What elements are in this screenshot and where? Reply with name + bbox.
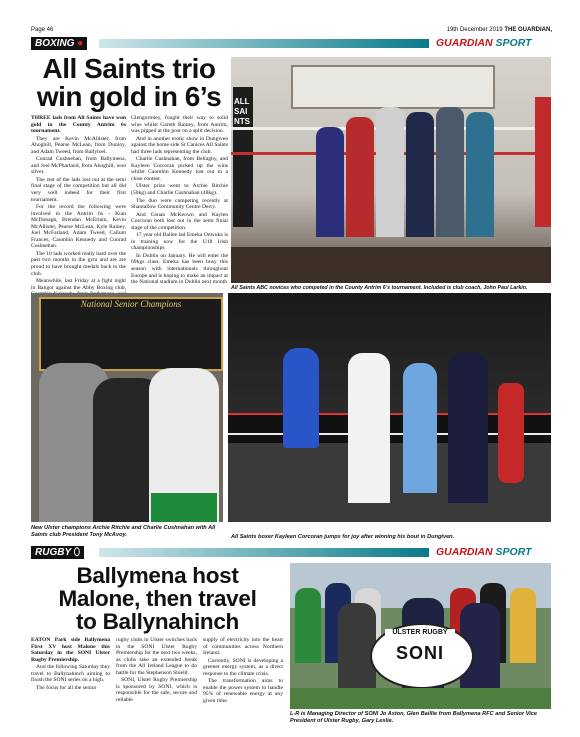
boxer-opponent xyxy=(403,363,437,493)
rugby-headline-line-3: to Ballynahinch xyxy=(75,609,240,634)
novices-photo-caption: All Saints ABC novices who competed in the County Antrim 6’s tournament. Included is club coach, John Paul Larkin. xyxy=(231,285,528,291)
champions-president-photo xyxy=(31,293,223,522)
rugby-article-col-2 xyxy=(116,637,197,733)
paragraph: The duo were competing recently at Shantallow Community Centre Derry. xyxy=(131,197,228,211)
rugby-lead: EATON Park side Ballymena First XV host Malone this Saturday in the SONI Ulster Rugby Premiership. xyxy=(31,637,110,663)
boxing-article-col-2 xyxy=(131,115,228,288)
page-number: Page 46 xyxy=(31,27,54,33)
paragraph: The transformation aims to enable the power system to handle 95% of renewable energy at any given time. xyxy=(203,678,283,704)
rugby-photo-caption: L-R is Managing Director of SONI Jo Aston, Glen Baillie from Ballymena RFC and Senior Vice President of Ulster Rugby, Gary Leslie. xyxy=(290,711,537,724)
rugby-tag: RUGBY ⬯ xyxy=(31,546,84,559)
boxing-article-col-1 xyxy=(31,115,126,291)
guardian-sport-logo: GUARDIAN SPORT xyxy=(436,546,532,558)
paragraph: And in another erotic show in Dungiven against the home side St Canices All Saints had three lads representing the club. xyxy=(131,135,228,155)
boxer-blue-jumping xyxy=(283,348,319,448)
paragraph: 17 year old Ballee lad Emeka Onwuka is in training now for the U18 Irish championships xyxy=(131,232,228,252)
ring-post-red xyxy=(535,97,551,227)
boxers-group xyxy=(306,87,506,247)
boxing-section-bar xyxy=(31,37,551,50)
paragraph: For the record the following were involved in the Antrim 6s - Kian McDonagh, Brendan McErlain, Kevin McAllister, Pearse McLean, Kyle Rainey, Joel McFarland, Adam Tweed, Callum Frances, Caomhin Kennedy and Conrad Cushnehan. xyxy=(31,204,126,250)
sponsor-sign-logo: SONI xyxy=(395,643,444,663)
paragraph: supply of electricity into the heart of communities across Northern Ireland. xyxy=(203,637,283,657)
paragraph: SONI, Ulster Rugby Premiership is sponsored by SONI, which is responsible for the safe, secure and reliable xyxy=(116,677,197,703)
kayleen-photo-caption: All Saints boxer Kayleen Corcoran jumps for joy after winning his bout in Dungiven. xyxy=(231,534,455,540)
paragraph: Currently, SONI is developing a greener energy system, as a direct response to the climate crisis. xyxy=(203,657,283,677)
champions-banner-text: National Senior Champions xyxy=(80,299,182,309)
ring-pad-text: ALL SAINTS xyxy=(234,97,250,126)
photo-floor xyxy=(231,247,551,283)
paragraph: In Dublin on January. He will enter the 69kgs class. Emeka has been busy this season with internationals throughout Europe and is hoping to make an impact at the National stadium in Dublin next month xyxy=(131,252,228,286)
paragraph: The rest of the lads lost out at the semi final stage of the competition but all did very well indeed for their first tournament. xyxy=(31,176,126,203)
boxing-lead: THREE lads from All Saints have won gold in the County Antrim 6s tournament. xyxy=(31,115,126,135)
rugby-article-col-1 xyxy=(31,637,110,733)
champions-photo-caption: New Ulster champions Archie Ritchie and Charlie Cushnahan with All Saints club President Tony McAvoy. xyxy=(31,525,216,538)
boxing-headline xyxy=(31,55,227,111)
rugby-article-col-3 xyxy=(203,637,283,733)
paper-name: THE GUARDIAN, xyxy=(504,27,552,33)
coach-figure xyxy=(448,353,488,503)
paragraph: The 10 lads worked really hard over the past two months in the gym and are are proud to have brought medals back to the club. xyxy=(31,250,126,277)
paragraph: The focus for all the senior xyxy=(36,684,97,691)
paragraph: And the following Saturday they travel to Ballynahinch aiming to finish the SONI series on a high. xyxy=(31,664,110,684)
rugby-section-bar xyxy=(31,546,551,559)
paragraph: Ulster prize went to Archie Ritchie (50kg) and Charlie Cushnahan (48kg). xyxy=(131,183,228,197)
section-rule xyxy=(99,39,429,48)
boxing-headline-line-1: All Saints trio xyxy=(42,53,216,84)
paragraph: They are Kevin McAllister, from Ahoghill, Pearse McLean, from Dunloy, and Adam Tweed, from Ballyloel. xyxy=(31,135,126,155)
rugby-ball-icon: ⬯ xyxy=(73,547,80,558)
novices-group-photo xyxy=(231,57,551,283)
section-rule xyxy=(99,548,429,557)
sponsor-sign-top-text: ULSTER RUGBY xyxy=(385,629,455,636)
shorts-green xyxy=(151,493,217,522)
red-corner-post xyxy=(498,383,524,483)
pitch-grass xyxy=(290,688,551,709)
boxing-glove-icon: ● xyxy=(77,38,84,49)
paragraph: Charlie Cushnahan, from Bellaghy, and Kayleen Corcoran picked up the wins whilst Caomhin Kennedy lost out in a close contest. xyxy=(131,156,228,182)
paragraph: Conrad Cushnehan, from Ballymena, and Joel McPharland, from Ahoghill, won silver. xyxy=(31,156,126,176)
referee-figure xyxy=(348,353,390,503)
rugby-sponsor-photo xyxy=(290,563,551,709)
kayleen-jump-photo xyxy=(228,293,551,522)
rugby-headline-line-1: Ballymena host xyxy=(76,563,239,588)
paragraph: Glengormley, fought their way to solid wins whilst Gareth Rainey, from Antrim, was pipped at the post on a split decision. xyxy=(131,115,228,135)
boxing-tag: BOXING ● xyxy=(31,37,87,50)
paragraph: And Conan McKeown and Kaylen Corcoran both lost out in the semi finial stage of the competition. xyxy=(131,211,228,231)
guardian-sport-logo: GUARDIAN SPORT xyxy=(436,37,532,49)
boxing-headline-line-2: win gold in 6’s xyxy=(36,81,222,112)
rugby-headline xyxy=(31,564,284,633)
issue-date: 19th December 2019 xyxy=(446,27,503,33)
rugby-headline-line-2: Malone, then travel xyxy=(58,586,257,611)
paragraph: Meanwhile, last Friday at a fight night in Bangor against the Abby Boxing club, xyxy=(31,278,126,291)
paragraph: rugby clubs in Ulster switches back to the SONI Ulster Rugby Premiership for the next two weeks, as clubs take an extended break from the All Ireland League to do battle for the Stephenson Shield. xyxy=(116,637,197,676)
issue-date-line xyxy=(447,27,552,33)
